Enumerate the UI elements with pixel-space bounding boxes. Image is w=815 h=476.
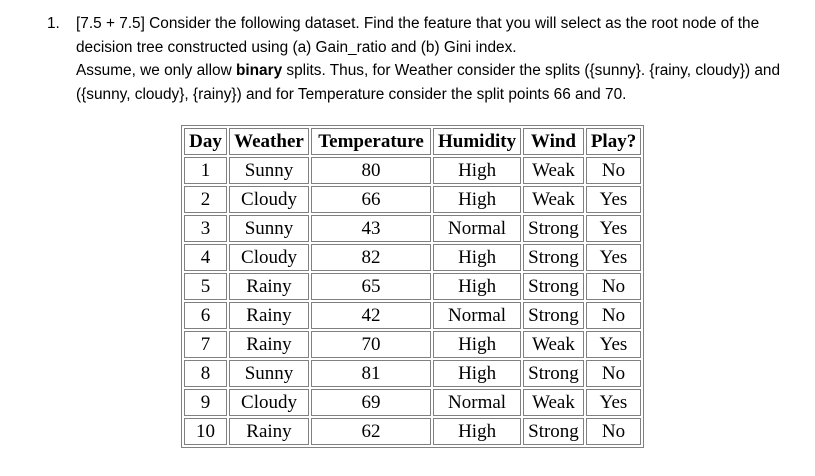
cell-weather: Rainy bbox=[229, 302, 309, 329]
cell-play: No bbox=[586, 157, 641, 184]
cell-wind: Strong bbox=[523, 273, 584, 300]
cell-humidity: Normal bbox=[433, 302, 521, 329]
table-header-row bbox=[184, 128, 641, 155]
cell-humidity: Normal bbox=[433, 215, 521, 242]
cell-day: 3 bbox=[184, 215, 227, 242]
cell-humidity: High bbox=[433, 157, 521, 184]
cell-wind: Weak bbox=[523, 186, 584, 213]
cell-weather: Cloudy bbox=[229, 389, 309, 416]
cell-day: 4 bbox=[184, 244, 227, 271]
cell-temperature: 70 bbox=[311, 331, 431, 358]
cell-play: Yes bbox=[586, 389, 641, 416]
table-row bbox=[184, 186, 641, 213]
table-row bbox=[184, 157, 641, 184]
cell-play: Yes bbox=[586, 244, 641, 271]
question-assumption bbox=[76, 59, 807, 106]
table-row bbox=[184, 273, 641, 300]
cell-humidity: Normal bbox=[433, 389, 521, 416]
cell-temperature: 43 bbox=[311, 215, 431, 242]
cell-wind: Weak bbox=[523, 331, 584, 358]
cell-play: Yes bbox=[586, 215, 641, 242]
cell-humidity: High bbox=[433, 331, 521, 358]
cell-wind: Strong bbox=[523, 215, 584, 242]
cell-wind: Strong bbox=[523, 418, 584, 445]
table-row bbox=[184, 215, 641, 242]
cell-temperature: 42 bbox=[311, 302, 431, 329]
cell-day: 1 bbox=[184, 157, 227, 184]
cell-temperature: 80 bbox=[311, 157, 431, 184]
assumption-text-start: Assume, we only allow bbox=[76, 62, 236, 79]
header-wind: Wind bbox=[523, 128, 584, 155]
cell-play: No bbox=[586, 418, 641, 445]
dataset-table bbox=[181, 125, 644, 448]
cell-temperature: 82 bbox=[311, 244, 431, 271]
cell-day: 5 bbox=[184, 273, 227, 300]
table-row bbox=[184, 418, 641, 445]
header-temperature: Temperature bbox=[311, 128, 431, 155]
dataset-table-container bbox=[181, 125, 644, 448]
table-body bbox=[184, 157, 641, 445]
table-row bbox=[184, 302, 641, 329]
cell-weather: Sunny bbox=[229, 360, 309, 387]
cell-wind: Weak bbox=[523, 389, 584, 416]
cell-day: 8 bbox=[184, 360, 227, 387]
table-row bbox=[184, 244, 641, 271]
cell-temperature: 65 bbox=[311, 273, 431, 300]
header-play: Play? bbox=[586, 128, 641, 155]
cell-temperature: 66 bbox=[311, 186, 431, 213]
cell-weather: Sunny bbox=[229, 215, 309, 242]
cell-play: No bbox=[586, 302, 641, 329]
header-weather: Weather bbox=[229, 128, 309, 155]
cell-day: 6 bbox=[184, 302, 227, 329]
question-number: 1. bbox=[47, 15, 60, 32]
table-row bbox=[184, 360, 641, 387]
table-row bbox=[184, 389, 641, 416]
cell-weather: Cloudy bbox=[229, 244, 309, 271]
cell-wind: Weak bbox=[523, 157, 584, 184]
cell-temperature: 81 bbox=[311, 360, 431, 387]
cell-temperature: 69 bbox=[311, 389, 431, 416]
cell-day: 2 bbox=[184, 186, 227, 213]
cell-play: Yes bbox=[586, 186, 641, 213]
cell-weather: Rainy bbox=[229, 331, 309, 358]
cell-humidity: High bbox=[433, 273, 521, 300]
cell-play: No bbox=[586, 360, 641, 387]
cell-humidity: High bbox=[433, 418, 521, 445]
question-intro: [7.5 + 7.5] Consider the following dataset. Find the feature that you will select as the root node of the decision tree constructed using (a) Gain_ratio and (b) Gini index. bbox=[76, 15, 760, 56]
cell-humidity: High bbox=[433, 186, 521, 213]
assumption-text-end: splits. Thus, for Weather consider the splits ({sunny}. {rainy, cloudy}) and ({sunny, cloudy}, {rainy}) and for Temperature consider the split points 66 and 70. bbox=[76, 62, 781, 103]
cell-wind: Strong bbox=[523, 302, 584, 329]
cell-wind: Strong bbox=[523, 360, 584, 387]
header-humidity: Humidity bbox=[433, 128, 521, 155]
cell-play: Yes bbox=[586, 331, 641, 358]
cell-weather: Cloudy bbox=[229, 186, 309, 213]
cell-day: 9 bbox=[184, 389, 227, 416]
cell-weather: Sunny bbox=[229, 157, 309, 184]
cell-day: 7 bbox=[184, 331, 227, 358]
cell-weather: Rainy bbox=[229, 418, 309, 445]
question-block bbox=[47, 12, 807, 106]
header-day: Day bbox=[184, 128, 227, 155]
cell-humidity: High bbox=[433, 360, 521, 387]
assumption-bold-word: binary bbox=[235, 62, 283, 79]
cell-play: No bbox=[586, 273, 641, 300]
cell-wind: Strong bbox=[523, 244, 584, 271]
table-row bbox=[184, 331, 641, 358]
question-text bbox=[76, 12, 807, 106]
cell-humidity: High bbox=[433, 244, 521, 271]
cell-temperature: 62 bbox=[311, 418, 431, 445]
cell-day: 10 bbox=[184, 418, 227, 445]
cell-weather: Rainy bbox=[229, 273, 309, 300]
